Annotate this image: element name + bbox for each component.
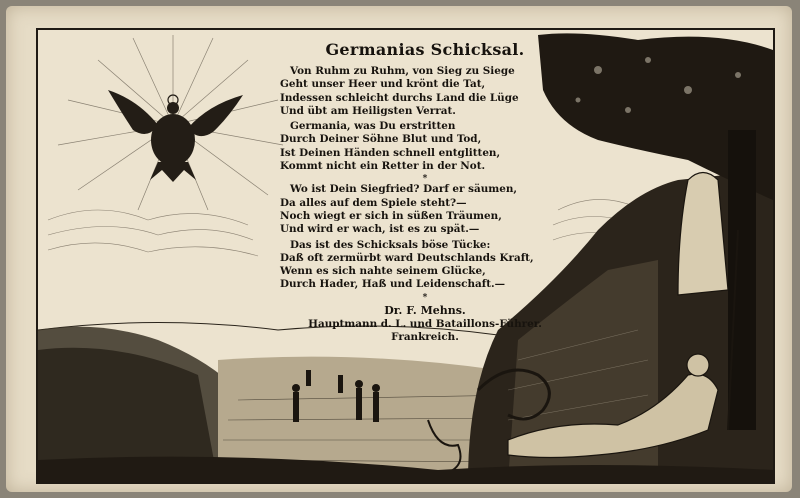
postcard bbox=[6, 6, 792, 492]
poem-line: Von Ruhm zu Ruhm, von Sieg zu Siege bbox=[290, 65, 515, 77]
poem-title: Germanias Schicksal. bbox=[325, 40, 525, 59]
poem-line: Und übt am Heiligsten Verrat. bbox=[280, 104, 456, 117]
stanza-2 bbox=[280, 120, 570, 173]
poem-line: Durch Deiner Söhne Blut und Tod, bbox=[280, 133, 482, 146]
poem-line: Geht unser Heer und krönt die Tat, bbox=[280, 78, 486, 91]
poem-line: Da alles auf dem Spiele steht?— bbox=[280, 196, 467, 209]
poem-line: Wo ist Dein Siegfried? Darf er säumen, bbox=[290, 183, 518, 196]
tree-trunk bbox=[728, 130, 756, 430]
poem-line: Und wird er wach, ist es zu spät.— bbox=[280, 223, 480, 236]
poem-line: Daß oft zermürbt ward Deutschlands Kraft, bbox=[280, 251, 534, 264]
author-rank: Hauptmann d. L. und Bataillons-Führer. bbox=[308, 317, 542, 330]
separator-star: * bbox=[422, 174, 428, 185]
poem-line: Noch wiegt er sich in süßen Träumen, bbox=[280, 209, 502, 222]
poem-line: Kommt nicht ein Retter in der Not. bbox=[280, 160, 486, 173]
author-place: Frankreich. bbox=[391, 330, 459, 343]
stanza-4 bbox=[280, 239, 570, 292]
poem-line: Germania, was Du erstritten bbox=[290, 120, 456, 133]
stanza-3 bbox=[280, 183, 570, 236]
poem-author: Dr. F. Mehns. bbox=[384, 303, 466, 317]
poem-line: Das ist des Schicksals böse Tücke: bbox=[290, 238, 491, 251]
poem-line: Indessen schleicht durchs Land die Lüge bbox=[280, 91, 519, 104]
poem-text-block bbox=[280, 36, 570, 344]
poem-line: Durch Hader, Haß und Leidenschaft.— bbox=[280, 278, 506, 291]
poem-line: Wenn es sich nahte seinem Glücke, bbox=[280, 265, 486, 278]
stanza-1 bbox=[280, 65, 570, 118]
poem-line: Ist Deinen Händen schnell entglitten, bbox=[280, 146, 501, 159]
illustration-frame bbox=[36, 28, 775, 484]
separator-star: * bbox=[422, 292, 428, 303]
